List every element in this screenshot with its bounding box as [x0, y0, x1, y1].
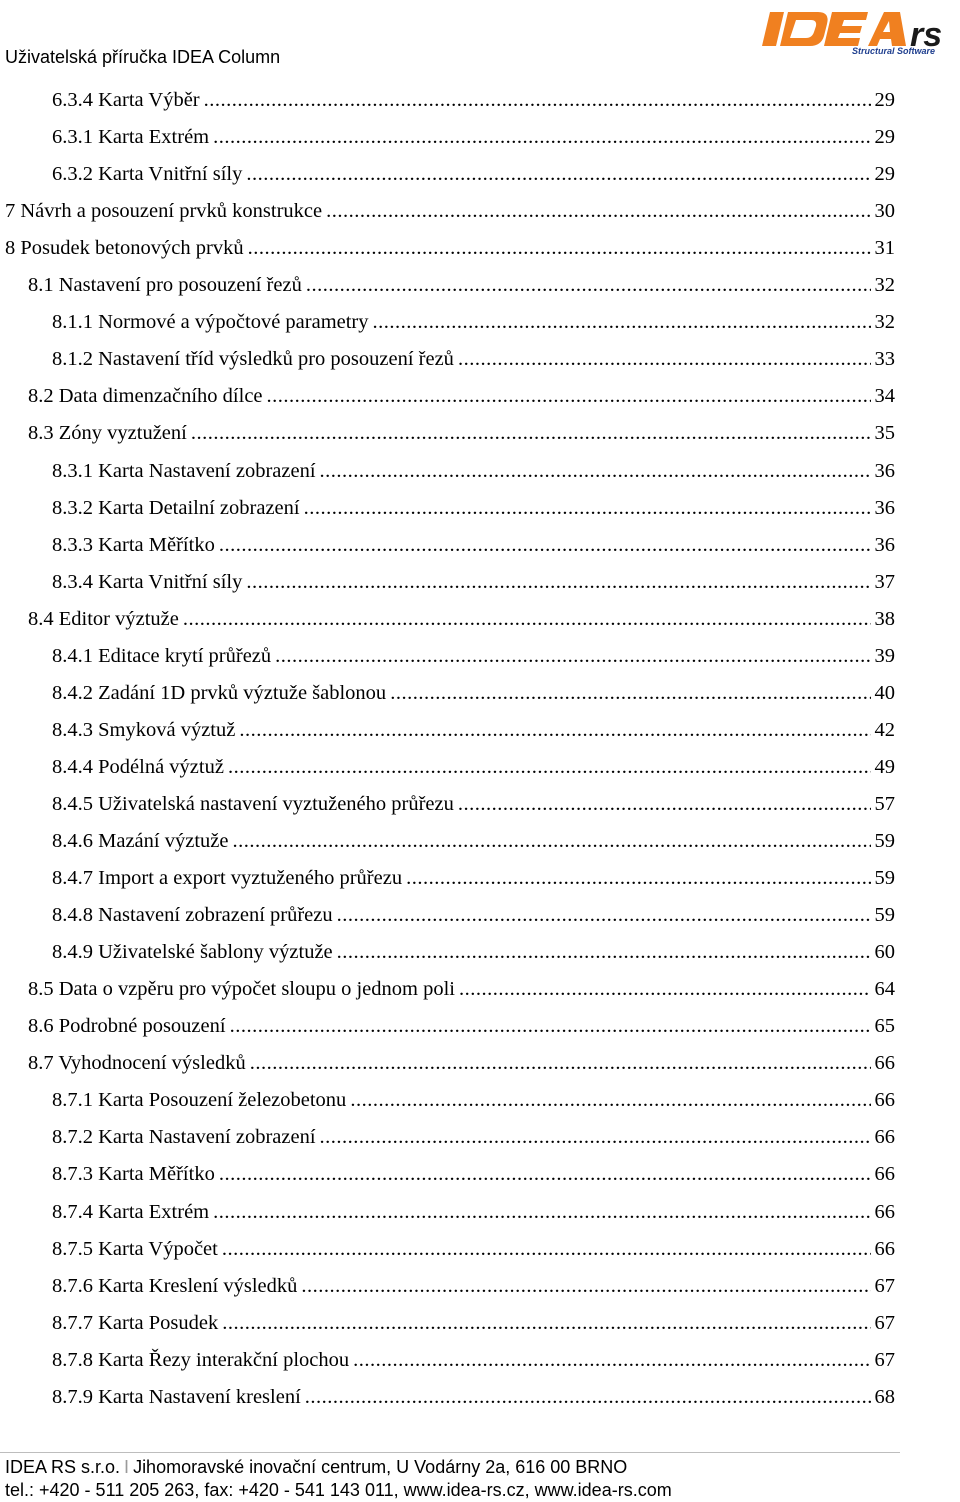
toc-dot-leader	[239, 715, 870, 745]
toc-dot-leader	[458, 789, 871, 819]
toc-page-number: 57	[874, 792, 895, 815]
toc-dot-leader	[353, 1345, 870, 1375]
toc-entry-label: 8.3 Zóny vyztužení	[28, 422, 187, 445]
toc-dot-leader	[219, 530, 871, 560]
toc-page-number: 29	[874, 126, 895, 149]
toc-entry[interactable]	[28, 1048, 895, 1078]
footer-address-line	[5, 1456, 672, 1479]
toc-page-number: 65	[874, 1015, 895, 1038]
toc-entry-label: 8.7.4 Karta Extrém	[52, 1200, 210, 1223]
toc-entry[interactable]	[52, 1382, 895, 1412]
toc-entry[interactable]	[52, 1308, 895, 1338]
toc-page-number: 49	[874, 755, 895, 778]
toc-entry[interactable]	[28, 270, 895, 300]
toc-dot-leader	[183, 604, 871, 634]
toc-page-number: 29	[874, 163, 895, 186]
toc-dot-leader	[406, 863, 870, 893]
toc-entry[interactable]	[52, 789, 895, 819]
toc-entry[interactable]	[52, 1271, 895, 1301]
toc-entry-label: 6.3.4 Karta Výběr	[52, 89, 200, 111]
toc-entry-label: 8.4.7 Import a export vyztuženého průřezu	[52, 867, 403, 890]
toc-page-number: 66	[874, 1163, 895, 1186]
toc-entry-label: 8.4.6 Mazání výztuže	[52, 830, 229, 852]
toc-page-number: 32	[874, 274, 895, 297]
toc-page-number: 37	[874, 570, 895, 593]
toc-entry-label: 8.7.3 Karta Měřítko	[52, 1163, 215, 1186]
page-header	[0, 0, 960, 80]
toc-entry[interactable]	[52, 715, 895, 745]
toc-dot-leader	[246, 567, 870, 597]
toc-entry[interactable]	[28, 1011, 895, 1041]
toc-entry-label: 8.7 Vyhodnocení výsledků	[28, 1052, 246, 1075]
toc-entry-label: 8 Posudek betonových prvků	[5, 237, 244, 260]
toc-dot-leader	[228, 752, 871, 782]
toc-entry-label: 6.3.2 Karta Vnitřní síly	[52, 163, 243, 186]
toc-page-number: 60	[874, 941, 895, 964]
toc-entry[interactable]	[28, 604, 895, 634]
toc-entry-label: 8.7.1 Karta Posouzení železobetonu	[52, 1089, 347, 1112]
toc-entry-label: 8.4.3 Smyková výztuž	[52, 718, 236, 741]
toc-entry-label: 8.1.2 Nastavení tříd výsledků pro posouzení řezů	[52, 348, 454, 371]
toc-page-number: 35	[874, 422, 895, 445]
toc-entry[interactable]	[52, 863, 895, 893]
toc-entry[interactable]	[52, 159, 895, 189]
toc-entry[interactable]	[52, 1345, 895, 1375]
toc-dot-leader	[246, 159, 870, 189]
toc-dot-leader	[219, 1159, 871, 1189]
toc-entry[interactable]	[52, 1159, 895, 1189]
toc-dot-leader	[305, 1382, 871, 1412]
toc-entry-label: 8.7.8 Karta Řezy interakční plochou	[52, 1348, 350, 1371]
toc-page-number: 40	[874, 681, 895, 704]
toc-dot-leader	[337, 937, 871, 967]
toc-entry[interactable]	[52, 678, 895, 708]
toc-entry[interactable]	[52, 85, 895, 115]
toc-dot-leader	[248, 233, 871, 263]
toc-page-number: 42	[874, 718, 895, 741]
toc-page-number: 66	[874, 1237, 895, 1260]
toc-page-number: 67	[874, 1348, 895, 1371]
toc-entry[interactable]	[28, 974, 895, 1004]
toc-page-number: 32	[874, 311, 895, 334]
toc-page-number: 59	[874, 830, 895, 852]
toc-entry[interactable]	[5, 196, 895, 226]
toc-dot-leader	[306, 270, 871, 300]
toc-entry[interactable]	[52, 937, 895, 967]
toc-dot-leader	[373, 307, 871, 337]
toc-entry[interactable]	[28, 418, 895, 448]
toc-dot-leader	[458, 344, 871, 374]
toc-entry-label: 7 Návrh a posouzení prvků konstrukce	[5, 200, 323, 223]
toc-entry-label: 8.4.8 Nastavení zobrazení průřezu	[52, 904, 333, 927]
toc-page-number: 30	[874, 200, 895, 223]
toc-entry-label: 8.3.1 Karta Nastavení zobrazení	[52, 459, 316, 482]
toc-entry-label: 8.7.9 Karta Nastavení kreslení	[52, 1385, 301, 1408]
toc-dot-leader	[213, 1197, 870, 1227]
toc-entry[interactable]	[28, 381, 895, 411]
toc-entry-label: 8.2 Data dimenzačního dílce	[28, 385, 263, 408]
toc-entry[interactable]	[52, 1085, 895, 1115]
toc-page-number: 36	[874, 533, 895, 556]
toc-entry-label: 8.1 Nastavení pro posouzení řezů	[28, 274, 302, 297]
toc-dot-leader	[250, 1048, 871, 1078]
toc-page-number: 66	[874, 1126, 895, 1149]
toc-entry[interactable]	[52, 456, 895, 486]
toc-entry[interactable]	[5, 233, 895, 263]
toc-entry-label: 8.1.1 Normové a výpočtové parametry	[52, 311, 369, 334]
toc-entry-label: 8.7.5 Karta Výpočet	[52, 1237, 218, 1260]
toc-entry[interactable]	[52, 1122, 895, 1152]
toc-page-number: 36	[874, 496, 895, 519]
toc-dot-leader	[232, 826, 870, 856]
toc-page-number: 38	[874, 607, 895, 630]
toc-page-number: 59	[874, 867, 895, 890]
toc-entry-label: 8.3.2 Karta Detailní zobrazení	[52, 496, 300, 519]
toc-dot-leader	[230, 1011, 871, 1041]
toc-page-number: 66	[874, 1052, 895, 1075]
toc-entry[interactable]	[52, 567, 895, 597]
toc-dot-leader	[213, 122, 870, 152]
toc-page-number: 31	[874, 237, 895, 260]
toc-dot-leader	[222, 1308, 870, 1338]
logo-rs-text: rs	[910, 16, 943, 54]
toc-dot-leader	[337, 900, 871, 930]
toc-entry[interactable]	[52, 493, 895, 523]
toc-dot-leader	[320, 456, 871, 486]
toc-page-number: 67	[874, 1274, 895, 1297]
toc-page-number: 33	[874, 348, 895, 371]
toc-dot-leader	[390, 678, 870, 708]
toc-entry[interactable]	[52, 826, 895, 856]
toc-dot-leader	[301, 1271, 870, 1301]
toc-entry-label: 6.3.1 Karta Extrém	[52, 126, 210, 149]
toc-dot-leader	[204, 85, 871, 115]
toc-entry-label: 8.7.7 Karta Posudek	[52, 1311, 219, 1334]
toc-entry[interactable]	[52, 900, 895, 930]
toc-entry-label: 8.4.4 Podélná výztuž	[52, 755, 224, 778]
toc-entry-label: 8.4.2 Zadání 1D prvků výztuže šablonou	[52, 681, 387, 704]
toc-dot-leader	[326, 196, 870, 226]
toc-entry[interactable]	[52, 307, 895, 337]
toc-entry[interactable]	[52, 344, 895, 374]
toc-page-number: 66	[874, 1089, 895, 1112]
toc-entry-label: 8.4 Editor výztuže	[28, 607, 179, 630]
toc-entry-label: 8.4.1 Editace krytí průřezů	[52, 644, 272, 667]
toc-page-number: 67	[874, 1311, 895, 1334]
toc-page-number: 34	[874, 385, 895, 408]
footer-address: Jihomoravské inovační centrum, U Vodárny 2a, 616 00 BRNO	[133, 1457, 628, 1477]
toc-dot-leader	[320, 1122, 871, 1152]
toc-entry-label: 8.3.4 Karta Vnitřní síly	[52, 570, 243, 593]
footer-divider	[0, 1452, 900, 1453]
toc-entry-label: 8.4.9 Uživatelské šablony výztuže	[52, 941, 333, 964]
toc-entry[interactable]	[52, 530, 895, 560]
toc-entry[interactable]	[52, 1234, 895, 1264]
toc-page-number: 59	[874, 904, 895, 927]
toc-page-number: 64	[874, 978, 895, 1001]
toc-entry-label: 8.7.2 Karta Nastavení zobrazení	[52, 1126, 316, 1149]
toc-dot-leader	[459, 974, 871, 1004]
toc-page-number: 29	[874, 89, 895, 111]
toc-entry[interactable]	[52, 641, 895, 671]
toc-dot-leader	[275, 641, 870, 671]
toc-page-number: 39	[874, 644, 895, 667]
page-footer	[5, 1456, 672, 1502]
toc-dot-leader	[222, 1234, 871, 1264]
toc-dot-leader	[267, 381, 871, 411]
toc-dot-leader	[191, 418, 871, 448]
toc-dot-leader	[304, 493, 871, 523]
toc-entry-label: 8.6 Podrobné posouzení	[28, 1015, 226, 1038]
toc-entry[interactable]	[52, 122, 895, 152]
toc-entry[interactable]	[52, 752, 895, 782]
toc-entry-label: 8.3.3 Karta Měřítko	[52, 533, 215, 556]
footer-contact: tel.: +420 - 511 205 263, fax: +420 - 541 143 011, www.idea-rs.cz, www.idea-rs.com	[5, 1480, 672, 1500]
toc-entry-label: 8.5 Data o vzpěru pro výpočet sloupu o jednom poli	[28, 978, 455, 1001]
logo-tagline: Structural Software	[852, 46, 936, 56]
toc-entry[interactable]	[52, 1197, 895, 1227]
document-title: Uživatelská příručka IDEA Column	[5, 47, 281, 67]
toc-dot-leader	[350, 1085, 870, 1115]
toc-page-number: 36	[874, 459, 895, 482]
toc-entry-label: 8.4.5 Uživatelská nastavení vyztuženého průřezu	[52, 792, 454, 815]
toc-page-number: 66	[874, 1200, 895, 1223]
footer-separator: I	[124, 1457, 130, 1477]
footer-company: IDEA RS s.r.o.	[5, 1457, 121, 1477]
toc-page-number: 68	[874, 1385, 895, 1408]
toc-entry-label: 8.7.6 Karta Kreslení výsledků	[52, 1274, 298, 1297]
